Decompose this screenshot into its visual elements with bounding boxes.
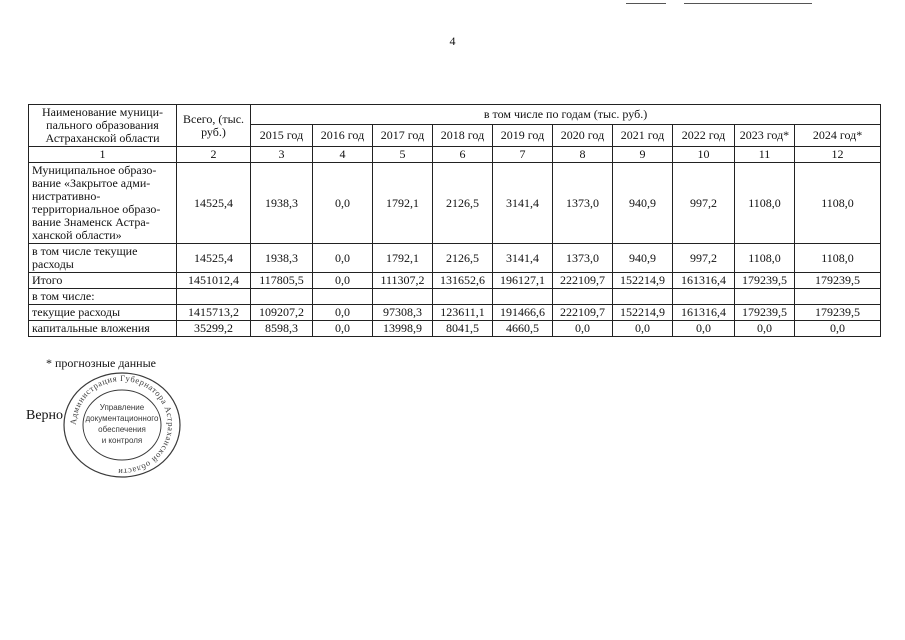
row-value xyxy=(373,289,433,305)
row-value: 8041,5 xyxy=(433,321,493,337)
row-value: 14525,4 xyxy=(177,244,251,273)
table-header-row xyxy=(29,105,881,125)
row-name: Муниципальное образо-вание «Закрытое адми-нистративно-территориальное образо-вание Знаменск Астра-ханской области» xyxy=(29,163,177,244)
row-value: 1373,0 xyxy=(553,244,613,273)
stamp-line: документационного xyxy=(85,414,159,423)
row-value xyxy=(433,289,493,305)
table-body xyxy=(29,163,881,337)
header-name: Наименование муници-пального образования Астраханской области xyxy=(29,105,177,147)
row-value: 111307,2 xyxy=(373,273,433,289)
row-value: 1938,3 xyxy=(251,163,313,244)
col-number: 5 xyxy=(373,147,433,163)
row-name: капитальные вложения xyxy=(29,321,177,337)
col-number: 3 xyxy=(251,147,313,163)
header-year: 2016 год xyxy=(313,125,373,147)
row-value: 1108,0 xyxy=(795,244,881,273)
col-number: 11 xyxy=(735,147,795,163)
col-number: 6 xyxy=(433,147,493,163)
col-number: 7 xyxy=(493,147,553,163)
table-row xyxy=(29,273,881,289)
header-by-years: в том числе по годам (тыс. руб.) xyxy=(251,105,881,125)
row-value: 152214,9 xyxy=(613,305,673,321)
row-value xyxy=(673,289,735,305)
row-value: 2126,5 xyxy=(433,163,493,244)
col-number: 2 xyxy=(177,147,251,163)
row-name: текущие расходы xyxy=(29,305,177,321)
row-value: 14525,4 xyxy=(177,163,251,244)
row-value: 179239,5 xyxy=(795,305,881,321)
row-value: 179239,5 xyxy=(735,305,795,321)
row-value: 161316,4 xyxy=(673,273,735,289)
row-value: 1792,1 xyxy=(373,163,433,244)
row-value: 1451012,4 xyxy=(177,273,251,289)
header-year: 2018 год xyxy=(433,125,493,147)
row-value: 0,0 xyxy=(313,305,373,321)
table-row xyxy=(29,244,881,273)
row-name: Итого xyxy=(29,273,177,289)
row-value: 222109,7 xyxy=(553,273,613,289)
row-value: 940,9 xyxy=(613,244,673,273)
header-year: 2021 год xyxy=(613,125,673,147)
row-value: 940,9 xyxy=(613,163,673,244)
row-value xyxy=(613,289,673,305)
row-value: 4660,5 xyxy=(493,321,553,337)
row-value: 0,0 xyxy=(673,321,735,337)
top-decorative-lines xyxy=(0,3,905,7)
row-value: 13998,9 xyxy=(373,321,433,337)
row-name: в том числе: xyxy=(29,289,177,305)
row-value: 3141,4 xyxy=(493,244,553,273)
page-number: 4 xyxy=(449,34,456,48)
row-value: 0,0 xyxy=(313,273,373,289)
verno-label: Верно xyxy=(26,408,64,423)
row-value: 179239,5 xyxy=(735,273,795,289)
funding-table xyxy=(28,104,881,337)
col-number: 12 xyxy=(795,147,881,163)
table-row xyxy=(29,163,881,244)
row-value: 1792,1 xyxy=(373,244,433,273)
row-value: 117805,5 xyxy=(251,273,313,289)
footnote: * прогнозные данные xyxy=(46,356,156,370)
row-value: 0,0 xyxy=(795,321,881,337)
table-col-numbers-row xyxy=(29,147,881,163)
row-value: 97308,3 xyxy=(373,305,433,321)
table-row xyxy=(29,305,881,321)
row-value: 1415713,2 xyxy=(177,305,251,321)
row-value: 0,0 xyxy=(553,321,613,337)
header-year: 2024 год* xyxy=(795,125,881,147)
row-name: в том числе текущие расходы xyxy=(29,244,177,273)
header-total: Всего, (тыс. руб.) xyxy=(177,105,251,147)
row-value xyxy=(553,289,613,305)
row-value: 161316,4 xyxy=(673,305,735,321)
row-value: 35299,2 xyxy=(177,321,251,337)
row-value xyxy=(313,289,373,305)
row-value: 1108,0 xyxy=(795,163,881,244)
header-year: 2015 год xyxy=(251,125,313,147)
row-value: 1108,0 xyxy=(735,163,795,244)
row-value xyxy=(251,289,313,305)
row-value: 1938,3 xyxy=(251,244,313,273)
row-value: 0,0 xyxy=(613,321,673,337)
row-value: 179239,5 xyxy=(795,273,881,289)
row-value: 109207,2 xyxy=(251,305,313,321)
header-year: 2022 год xyxy=(673,125,735,147)
col-number: 1 xyxy=(29,147,177,163)
row-value: 222109,7 xyxy=(553,305,613,321)
row-value: 8598,3 xyxy=(251,321,313,337)
row-value xyxy=(177,289,251,305)
row-value: 1373,0 xyxy=(553,163,613,244)
stamp-line: и контроля xyxy=(101,436,143,445)
row-value: 997,2 xyxy=(673,163,735,244)
header-year: 2023 год* xyxy=(735,125,795,147)
row-value: 0,0 xyxy=(735,321,795,337)
row-value: 997,2 xyxy=(673,244,735,273)
table-row xyxy=(29,321,881,337)
row-value: 0,0 xyxy=(313,244,373,273)
row-value: 191466,6 xyxy=(493,305,553,321)
col-number: 4 xyxy=(313,147,373,163)
official-stamp-seal xyxy=(60,370,184,480)
col-number: 10 xyxy=(673,147,735,163)
row-value: 3141,4 xyxy=(493,163,553,244)
table-row xyxy=(29,289,881,305)
header-year: 2020 год xyxy=(553,125,613,147)
row-value xyxy=(493,289,553,305)
row-value: 196127,1 xyxy=(493,273,553,289)
row-value: 152214,9 xyxy=(613,273,673,289)
col-number: 8 xyxy=(553,147,613,163)
row-value xyxy=(795,289,881,305)
row-value: 0,0 xyxy=(313,321,373,337)
row-value: 2126,5 xyxy=(433,244,493,273)
stamp-ring-text: Администрация Губернатора Астраханской области xyxy=(67,372,177,478)
header-year: 2019 год xyxy=(493,125,553,147)
row-value: 131652,6 xyxy=(433,273,493,289)
stamp-line: Управление xyxy=(99,403,145,412)
row-value: 0,0 xyxy=(313,163,373,244)
col-number: 9 xyxy=(613,147,673,163)
row-value: 1108,0 xyxy=(735,244,795,273)
stamp-line: обеспечения xyxy=(98,425,146,434)
row-value xyxy=(735,289,795,305)
header-year: 2017 год xyxy=(373,125,433,147)
row-value: 123611,1 xyxy=(433,305,493,321)
